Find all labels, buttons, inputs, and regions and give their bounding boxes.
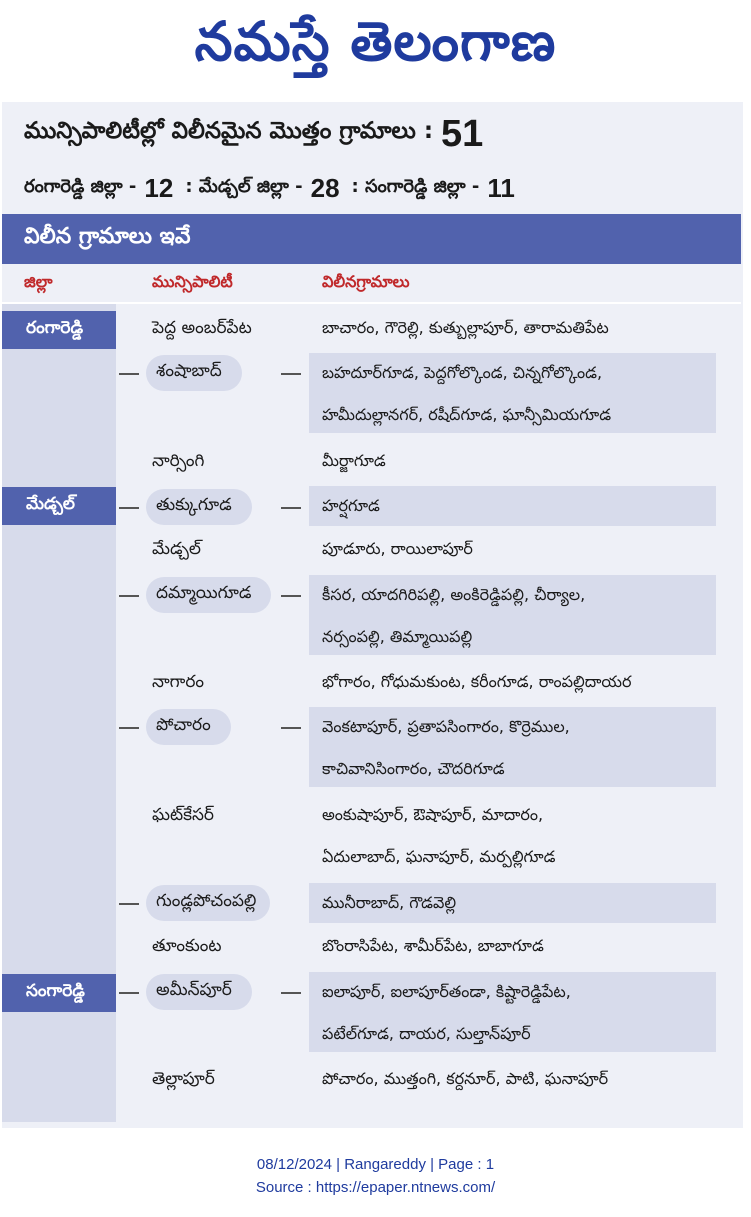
municipality-medchal: మేడ్చల్ [152, 539, 201, 559]
connector-right [281, 727, 301, 729]
municipality-ameenpur [146, 974, 252, 1010]
district-sangareddy: సంగారెడ్డి [2, 974, 116, 1012]
villages-narsingi: మీర్జాగూడ [322, 451, 386, 470]
connector-right [281, 992, 301, 994]
municipality-dammaiguda [146, 577, 271, 613]
villages-pedda-amberpet: బాచారం, గౌరెల్లి, కుత్బుల్లాపూర్, తారామతిపేట [322, 318, 609, 337]
villages-shamshabad-line1: బహదూర్‌గూడ, పెద్దగోల్కొండ, చిన్నగోల్కొండ, [322, 363, 603, 382]
masthead [0, 0, 751, 96]
connector-left [119, 507, 139, 509]
municipality-nagaram: నాగారం [152, 672, 205, 692]
summary-headline: మున్సిపాలిటీల్లో విలీనమైన మొత్తం గ్రామాలు : [24, 118, 434, 144]
rangareddy-count: 12 [144, 172, 174, 203]
villages-shamshabad-line2: హమీదుల్లానగర్, రషీద్‌గూడ, ఘాన్సీమియగూడ [322, 405, 612, 424]
connector-left [119, 992, 139, 994]
sangareddy-count: 11 [487, 172, 515, 203]
connector-left [119, 595, 139, 597]
summary-district-line [24, 168, 734, 208]
municipality-ghatkesar: ఘట్‌కేసర్ [152, 805, 214, 825]
villages-tukkuguda: హర్షగూడ [322, 496, 380, 515]
villages-nagaram: భోగారం, గోధుమకుంట, కరీంగూడ, రాంపల్లిదాయర [322, 672, 632, 691]
municipality-tukkuguda [146, 489, 252, 525]
medchal-label: : మేడ్చల్ జిల్లా - [185, 175, 303, 197]
municipality-shamshabad [146, 355, 242, 391]
villages-dammaiguda-line2: నర్సంపల్లి, తిమ్మాయిపల్లి [322, 627, 473, 646]
villages-tellapur: పోచారం, ముత్తంగి, కర్దనూర్, పాటి, ఘనాపూర్ [322, 1069, 609, 1088]
column-header-villages: విలీనగ్రామాలు [322, 272, 410, 291]
municipality-label: అమీన్‌పూర్ [156, 980, 232, 1000]
municipality-thumkunta: తూంకుంట [152, 936, 222, 956]
summary-total-line [24, 108, 734, 160]
footer-source-line: Source : https://epaper.ntnews.com/ [255, 1179, 496, 1196]
masthead-title: నమస్తే తెలంగాణ [194, 9, 557, 73]
column-header-municipality: మున్సిపాలిటీ [152, 272, 233, 291]
municipality-gundlapochampally [146, 885, 270, 921]
footer-date-line: 08/12/2024 | Rangareddy | Page : 1 [256, 1156, 495, 1173]
section-title: విలీన గ్రామాలు ఇవే [24, 224, 191, 249]
municipality-label: దమ్మాయిగూడ [156, 583, 252, 603]
district-rangareddy: రంగారెడ్డి [2, 311, 116, 349]
villages-thumkunta: బొంరాసిపేట, శామీర్‌పేట, బాబాగూడ [322, 936, 544, 955]
villages-ghatkesar-line1: అంకుషాపూర్, ఔషాపూర్, మాదారం, [322, 805, 544, 824]
connector-left [119, 903, 139, 905]
connector-left [119, 727, 139, 729]
municipality-label: పోచారం [156, 715, 211, 735]
connector-right [281, 595, 301, 597]
section-header [2, 214, 741, 264]
villages-pocharam-line1: వెంకటాపూర్, ప్రతాపసింగారం, కొర్రెముల, [322, 717, 570, 736]
municipality-pedda-amberpet: పెద్ద అంబర్‌పేట [152, 318, 252, 338]
municipality-tellapur: తెల్లాపూర్ [152, 1069, 215, 1089]
villages-ghatkesar-line2: ఏదులాబాద్, ఘనాపూర్, మర్పల్లిగూడ [322, 847, 556, 866]
connector-right [281, 507, 301, 509]
connector-left [119, 373, 139, 375]
column-header-district: జిల్లా [24, 272, 53, 291]
municipality-narsingi: నార్సింగి [152, 451, 205, 471]
villages-pocharam-line2: కాచివానిసింగారం, చౌదరిగూడ [322, 759, 505, 778]
summary-total: 51 [441, 112, 484, 155]
villages-ameenpur-line1: ఐలాపూర్, ఐలాపూర్‌తండా, కిష్టారెడ్డిపేట, [322, 982, 571, 1001]
villages-gundlapochampally: మునీరాబాద్, గౌడవెల్లి [322, 893, 457, 912]
sangareddy-label: : సంగారెడ్డి జిల్లా - [351, 175, 480, 197]
municipality-label: గుండ్లపోచంపల్లి [156, 891, 257, 911]
villages-medchal: పూడూరు, రాయిలాపూర్ [322, 539, 473, 558]
medchal-count: 28 [310, 172, 340, 203]
villages-dammaiguda-line1: కీసర, యాదగిరిపల్లి, అంకిరెడ్డిపల్లి, చీర్యాల, [322, 585, 586, 604]
district-medchal: మేడ్చల్ [2, 487, 116, 525]
municipality-pocharam [146, 709, 231, 745]
villages-ameenpur-line2: పటేల్‌గూడ, దాయర, సుల్తాన్‌పూర్ [322, 1024, 531, 1043]
rangareddy-label: రంగారెడ్డి జిల్లా - [24, 175, 137, 197]
municipality-label: తుక్కుగూడ [156, 495, 232, 515]
connector-right [281, 373, 301, 375]
municipality-label: శంషాబాద్ [156, 361, 222, 381]
